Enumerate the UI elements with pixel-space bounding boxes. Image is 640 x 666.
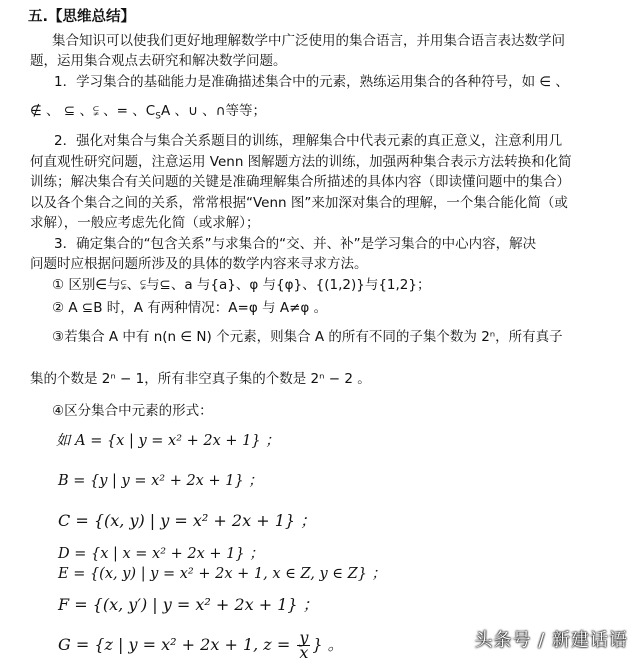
item-3-line-2: 集的个数是 2ⁿ − 1，所有非空真子集的个数是 2ⁿ − 2 。 [30, 371, 371, 387]
point1-line-2 [30, 102, 266, 126]
item-3-line-1: ③若集合 A 中有 n(n ∈ N) 个元素，则集合 A 的所有不同的子集个数为 2ⁿ，所有真子 [52, 329, 563, 345]
formula-d: D = {x | x = x² + 2x + 1} ； [58, 546, 264, 562]
item-4-title: ④区分集合中元素的形式： [52, 403, 213, 419]
formula-c: C = {(x, y) | y = x² + 2x + 1} ； [58, 511, 317, 530]
formula-g-prefix: G = {z | y = x² + 2x + 1, z = [58, 635, 296, 654]
formula-e: E = {(x, y) | y = x² + 2x + 1, x ∈ Z, y ∈ Z} ； [58, 566, 387, 582]
point2-line-1: 2．强化对集合与集合关系题目的训练，理解集合中代表元素的真正意义，注意利用几 [54, 133, 563, 149]
fraction [297, 628, 310, 662]
fraction-denominator: x [299, 643, 309, 662]
formula-a: 如 A = {x | y = x² + 2x + 1} ； [56, 433, 280, 449]
formula-b: B = {y | y = x² + 2x + 1} ； [58, 473, 263, 489]
symbol-list-tail: A 、∪ 、∩等等； [160, 103, 267, 119]
point2-line-2: 何直观性研究问题，注意运用 Venn 图解题方法的训练，加强两种集合表示方法转换和化简 [30, 154, 572, 170]
formula-g-suffix: } 。 [312, 635, 344, 654]
point3-line-2: 问题时应根据问题所涉及的具体的数学内容来寻求方法。 [30, 256, 368, 272]
symbol-list: ∉ 、 ⊆ 、⫋ 、= 、C [30, 103, 156, 119]
formula-f: F = {(x, y′) | y = x² + 2x + 1} ； [58, 595, 319, 614]
point1-line-1: 1．学习集合的基础能力是准确描述集合中的元素，熟练运用集合的各种符号，如 ∈ 、 [54, 74, 569, 90]
item-1: ① 区别∈与⫋、⫋与⊆、a 与{a}、φ 与{φ}、{(1,2)}与{1,2}； [52, 277, 431, 293]
point2-line-4: 以及各个集合之间的关系，常常根据“Venn 图”来加深对集合的理解，一个集合能化简（或 [30, 195, 568, 211]
formula-g [58, 628, 344, 662]
fraction-numerator: y [299, 628, 309, 647]
section-title: 五.【思维总结】 [28, 9, 136, 25]
point3-line-1: 3．确定集合的“包含关系”与求集合的“交、并、补”是学习集合的中心内容，解决 [54, 236, 537, 252]
intro-line-1: 集合知识可以使我们更好地理解数学中广泛使用的集合语言，并用集合语言表达数学问 [52, 33, 565, 49]
intro-line-2: 题，运用集合观点去研究和解决数学问题。 [30, 53, 287, 69]
point2-line-5: 求解），一般应考虑先化简（或求解）； [30, 215, 260, 231]
watermark: 头条号 / 新建话语 [474, 630, 628, 651]
point2-line-3: 训练；解决集合有关问题的关键是准确理解集合所描述的具体内容（即读懂问题中的集合） [30, 174, 570, 190]
complement-subscript: S [155, 111, 161, 122]
item-2: ② A ⊆B 时，A 有两种情况：A=φ 与 A≠φ 。 [52, 300, 328, 316]
